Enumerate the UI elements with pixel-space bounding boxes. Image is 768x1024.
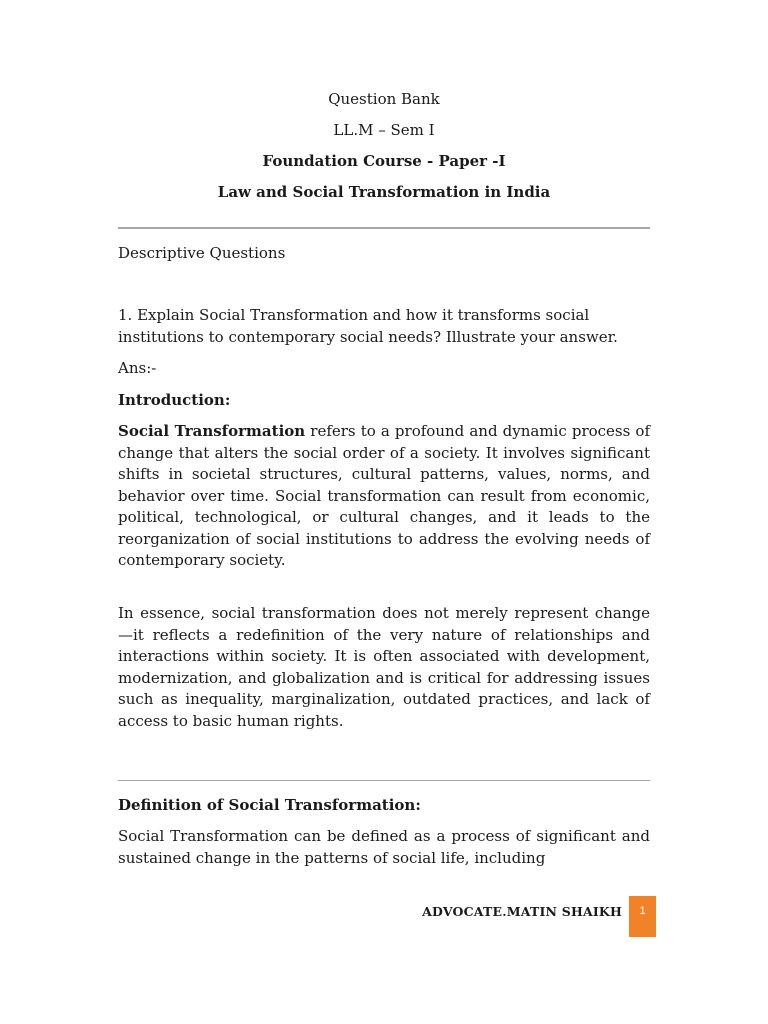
answer-label: Ans:- — [118, 359, 157, 377]
paragraph-body: refers to a profound and dynamic process of change that alters the social order of a society. It involves significant shifts in societal structures, cultural patterns, values, norms, and behavior over time. Social transformation can result from economic, political, technological, or cultural changes, and it leads to the reorganization of social institutions to address the evolving needs of contemporary society. — [118, 422, 651, 569]
paragraph-definition: Social Transformation can be defined as a process of significant and sustained change in the patterns of social life, including — [118, 827, 650, 867]
paragraph-social-transformation — [118, 421, 650, 572]
header-divider — [118, 227, 650, 229]
section-divider — [118, 780, 650, 781]
doc-title-subject: Law and Social Transformation in India — [217, 183, 551, 201]
definition-heading: Definition of Social Transformation: — [118, 796, 421, 814]
doc-title-course-level: LL.M – Sem I — [333, 121, 435, 139]
doc-title-paper: Foundation Course - Paper -I — [262, 152, 506, 170]
descriptive-questions-heading: Descriptive Questions — [118, 244, 286, 262]
page-number-badge: 1 — [629, 896, 656, 937]
page-footer — [0, 896, 768, 938]
paragraph-essence: In essence, social transformation does not merely represent change—it reflects a redefinition of the very nature of relationships and interactions within society. It is often associated with development, modernization, and globalization and is critical for addressing issues such as inequality, marginalization, outdated practices, and lack of access to basic human rights. — [118, 604, 650, 730]
question-1: 1. Explain Social Transformation and how it transforms social institutions to contemporary social needs? Illustrate your answer. — [118, 306, 618, 346]
paragraph-bold-term: Social Transformation — [118, 422, 306, 440]
introduction-heading: Introduction: — [118, 391, 231, 409]
footer-author: ADVOCATE.MATIN SHAIKH — [422, 904, 622, 919]
doc-title-question-bank: Question Bank — [328, 90, 440, 108]
